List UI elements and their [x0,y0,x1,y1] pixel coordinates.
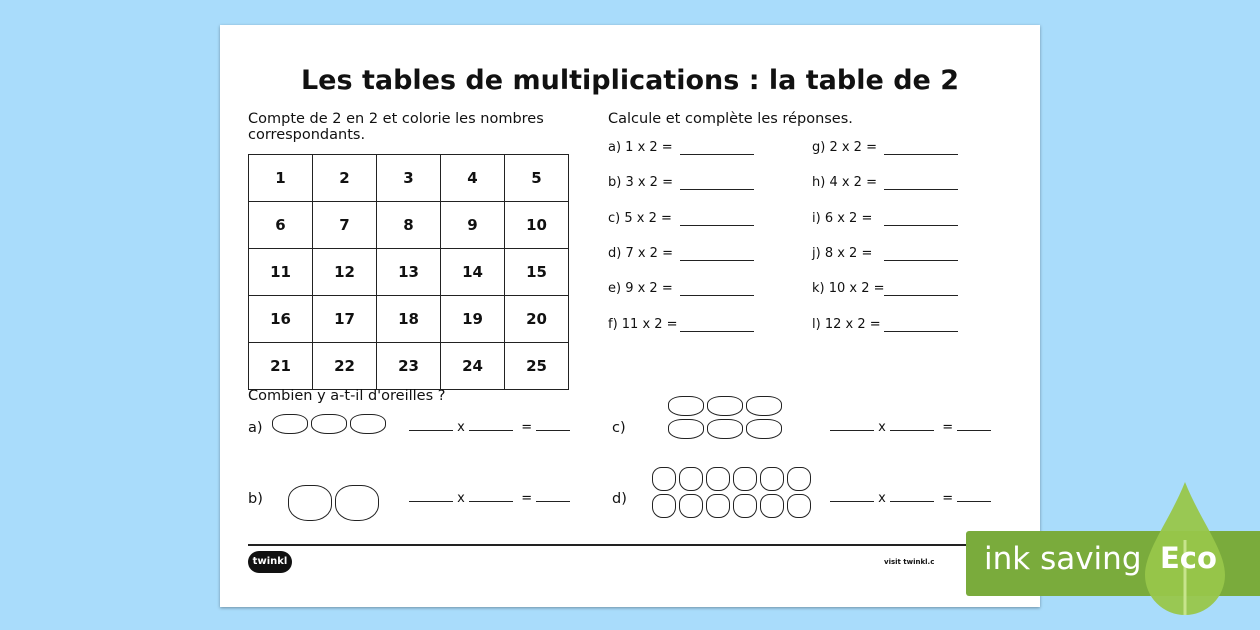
factor-blank[interactable] [409,429,453,431]
grid-cell[interactable]: 22 [313,343,377,390]
calc-question [812,317,962,332]
calc-question [608,140,758,155]
grid-row [249,155,569,202]
equals-sign: = [521,420,533,435]
twinkl-logo: twinkl [248,551,292,573]
grid-cell[interactable]: 17 [313,296,377,343]
ink-saving-label: ink saving [984,541,1142,577]
grid-cell[interactable]: 25 [505,343,569,390]
animal-head-icon [706,467,730,491]
grid-cell[interactable]: 2 [313,155,377,202]
grid-cell[interactable]: 16 [249,296,313,343]
grid-cell[interactable]: 20 [505,296,569,343]
factor-blank[interactable] [409,500,453,502]
factor-blank[interactable] [469,429,513,431]
calc-question-text: j) 8 x 2 = [812,245,873,261]
calc-question-text: d) 7 x 2 = [608,245,673,261]
answer-blank[interactable] [884,154,958,155]
eco-label: Eco [1160,541,1217,575]
grid-cell[interactable]: 4 [441,155,505,202]
result-blank[interactable] [536,429,570,431]
ears-question: Combien y a-t-il d'oreilles ? [248,388,446,404]
answer-blank[interactable] [680,331,754,332]
equals-sign: = [942,420,954,435]
calc-question-text: g) 2 x 2 = [812,140,877,155]
grid-cell[interactable]: 14 [441,249,505,296]
equation [830,491,991,506]
grid-row [249,296,569,343]
calc-question [608,246,758,261]
grid-cell[interactable]: 23 [377,343,441,390]
answer-blank[interactable] [680,295,754,296]
factor-blank[interactable] [830,500,874,502]
factor-blank[interactable] [469,500,513,502]
visit-text: visit twinkl.c [884,558,935,566]
animal-head-icon [668,419,704,439]
factor-blank[interactable] [830,429,874,431]
animal-head-icon [668,396,704,416]
equals-sign: = [942,491,954,506]
grid-cell[interactable]: 10 [505,202,569,249]
calc-question-text: e) 9 x 2 = [608,281,673,297]
times-sign: x [878,491,886,506]
times-sign: x [457,491,465,506]
answer-blank[interactable] [884,331,958,332]
answer-blank[interactable] [884,189,958,190]
animal-head-icon [311,414,347,434]
grid-cell[interactable]: 7 [313,202,377,249]
calc-question-text: a) 1 x 2 = [608,140,673,155]
grid-cell[interactable]: 19 [441,296,505,343]
animal-head-icon [706,494,730,518]
animal-group [272,414,392,434]
animal-head-icon [350,414,386,434]
answer-blank[interactable] [884,295,958,296]
equals-sign: = [521,491,533,506]
calc-question-text: h) 4 x 2 = [812,175,877,191]
calc-question-text: l) 12 x 2 = [812,316,881,332]
times-sign: x [457,420,465,435]
grid-cell[interactable]: 3 [377,155,441,202]
equation [409,491,570,506]
calc-question [812,246,962,261]
grid-cell[interactable]: 6 [249,202,313,249]
calc-question [608,317,758,332]
instruction-line: correspondants. [248,127,366,143]
footer-divider [248,544,1040,546]
animal-head-icon [787,494,811,518]
grid-cell[interactable]: 5 [505,155,569,202]
grid-instruction [248,111,544,143]
calc-question [608,281,758,296]
answer-blank[interactable] [884,260,958,261]
animal-head-icon [272,414,308,434]
answer-blank[interactable] [680,260,754,261]
calc-question [812,281,962,296]
result-blank[interactable] [957,429,991,431]
animal-head-icon [652,494,676,518]
animal-head-icon [787,467,811,491]
animal-head-icon [733,494,757,518]
calc-question-text: c) 5 x 2 = [608,210,672,226]
grid-row [249,249,569,296]
number-grid [248,154,569,390]
animal-group [668,396,788,439]
worksheet [220,25,1040,607]
result-blank[interactable] [536,500,570,502]
animal-group [652,467,817,518]
animal-head-icon [679,494,703,518]
grid-row [249,343,569,390]
equation [409,420,570,435]
grid-cell[interactable]: 13 [377,249,441,296]
grid-cell[interactable]: 15 [505,249,569,296]
times-sign: x [878,420,886,435]
grid-cell[interactable]: 1 [249,155,313,202]
factor-blank[interactable] [890,429,934,431]
grid-cell[interactable]: 9 [441,202,505,249]
grid-cell[interactable]: 24 [441,343,505,390]
answer-blank[interactable] [680,225,754,226]
grid-row [249,202,569,249]
grid-cell[interactable]: 18 [377,296,441,343]
instruction-line: Compte de 2 en 2 et colorie les nombres [248,111,544,127]
animal-head-icon [746,419,782,439]
animal-head-icon [760,467,784,491]
page-title: Les tables de multiplications : la table de 2 [300,65,960,96]
factor-blank[interactable] [890,500,934,502]
animal-head-icon [707,419,743,439]
animal-group [288,485,388,521]
animal-head-icon [760,494,784,518]
animal-head-icon [707,396,743,416]
calc-question [812,140,962,155]
calc-question [812,211,962,226]
calc-question-text: b) 3 x 2 = [608,175,673,191]
calc-question [608,175,758,190]
item-label: d) [612,491,627,507]
equation [830,420,991,435]
item-label: a) [248,420,263,436]
item-label: c) [612,420,626,436]
calc-instruction: Calcule et complète les réponses. [608,111,853,127]
calc-question-text: f) 11 x 2 = [608,316,678,332]
answer-blank[interactable] [884,225,958,226]
grid-cell[interactable]: 12 [313,249,377,296]
animal-head-icon [746,396,782,416]
grid-cell[interactable]: 21 [249,343,313,390]
animal-head-icon [733,467,757,491]
grid-cell[interactable]: 8 [377,202,441,249]
answer-blank[interactable] [680,154,754,155]
calc-question [608,211,758,226]
animal-head-icon [652,467,676,491]
result-blank[interactable] [957,500,991,502]
animal-head-icon [335,485,379,521]
calc-question-text: i) 6 x 2 = [812,210,873,226]
calc-question-text: k) 10 x 2 = [812,281,885,297]
item-label: b) [248,491,263,507]
grid-cell[interactable]: 11 [249,249,313,296]
answer-blank[interactable] [680,189,754,190]
animal-head-icon [288,485,332,521]
calc-question [812,175,962,190]
animal-head-icon [679,467,703,491]
